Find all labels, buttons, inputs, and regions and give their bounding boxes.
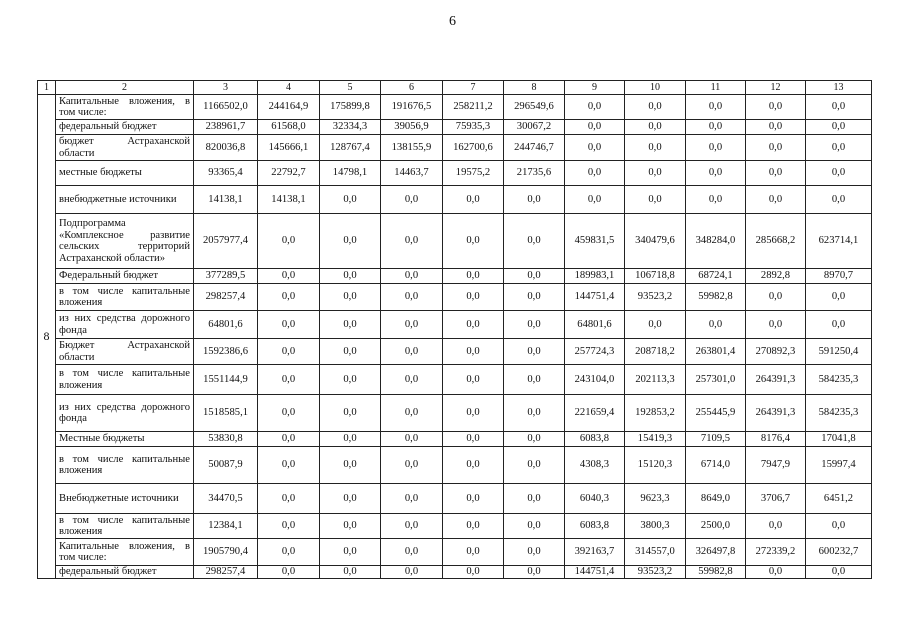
value-cell: 0,0 [320, 539, 381, 566]
value-cell: 0,0 [565, 95, 625, 120]
value-cell: 298257,4 [194, 566, 258, 579]
value-cell: 0,0 [443, 395, 504, 432]
value-cell: 50087,9 [194, 447, 258, 484]
value-cell: 263801,4 [686, 339, 746, 365]
value-cell: 189983,1 [565, 269, 625, 284]
value-cell: 93523,2 [625, 284, 686, 311]
value-cell: 64801,6 [565, 311, 625, 339]
value-cell: 0,0 [504, 514, 565, 539]
value-cell: 0,0 [443, 284, 504, 311]
value-cell: 0,0 [746, 284, 806, 311]
value-cell: 0,0 [746, 566, 806, 579]
value-cell: 14138,1 [194, 186, 258, 214]
value-cell: 6714,0 [686, 447, 746, 484]
value-cell: 0,0 [565, 186, 625, 214]
header-cell: 7 [443, 81, 504, 95]
value-cell: 0,0 [686, 186, 746, 214]
value-cell: 0,0 [686, 120, 746, 135]
value-cell: 3706,7 [746, 484, 806, 514]
value-cell: 0,0 [443, 432, 504, 447]
value-cell: 0,0 [504, 311, 565, 339]
header-cell: 4 [258, 81, 320, 95]
table-row [38, 484, 872, 514]
value-cell: 0,0 [504, 365, 565, 395]
value-cell: 4308,3 [565, 447, 625, 484]
row-label: в том числе капитальные вложения [56, 284, 194, 311]
header-cell: 12 [746, 81, 806, 95]
table-row [38, 539, 872, 566]
row-label: местные бюджеты [56, 161, 194, 186]
table-row [38, 339, 872, 365]
value-cell: 0,0 [381, 539, 443, 566]
header-cell: 5 [320, 81, 381, 95]
row-label: внебюджетные источники [56, 186, 194, 214]
value-cell: 8649,0 [686, 484, 746, 514]
table-row [38, 432, 872, 447]
value-cell: 0,0 [258, 432, 320, 447]
value-cell: 14463,7 [381, 161, 443, 186]
value-cell: 0,0 [381, 339, 443, 365]
value-cell: 0,0 [320, 395, 381, 432]
header-row [38, 81, 872, 95]
value-cell: 0,0 [320, 311, 381, 339]
value-cell: 0,0 [320, 214, 381, 269]
value-cell: 0,0 [381, 311, 443, 339]
value-cell: 202113,3 [625, 365, 686, 395]
value-cell: 0,0 [381, 514, 443, 539]
value-cell: 0,0 [746, 186, 806, 214]
value-cell: 93523,2 [625, 566, 686, 579]
value-cell: 12384,1 [194, 514, 258, 539]
table-row [38, 395, 872, 432]
value-cell: 144751,4 [565, 566, 625, 579]
value-cell: 0,0 [320, 514, 381, 539]
value-cell: 2892,8 [746, 269, 806, 284]
value-cell: 6083,8 [565, 432, 625, 447]
value-cell: 0,0 [806, 161, 872, 186]
header-cell: 3 [194, 81, 258, 95]
value-cell: 257724,3 [565, 339, 625, 365]
table-row [38, 311, 872, 339]
value-cell: 0,0 [443, 365, 504, 395]
value-cell: 820036,8 [194, 135, 258, 161]
value-cell: 244164,9 [258, 95, 320, 120]
value-cell: 600232,7 [806, 539, 872, 566]
value-cell: 0,0 [320, 566, 381, 579]
row-label: Внебюджетные источники [56, 484, 194, 514]
value-cell: 244746,7 [504, 135, 565, 161]
value-cell: 0,0 [443, 339, 504, 365]
value-cell: 348284,0 [686, 214, 746, 269]
value-cell: 61568,0 [258, 120, 320, 135]
value-cell: 7947,9 [746, 447, 806, 484]
page-number: 6 [449, 14, 456, 29]
value-cell: 0,0 [258, 365, 320, 395]
value-cell: 0,0 [381, 484, 443, 514]
row-label: в том числе капитальные вложения [56, 514, 194, 539]
value-cell: 0,0 [746, 95, 806, 120]
value-cell: 15419,3 [625, 432, 686, 447]
value-cell: 0,0 [258, 539, 320, 566]
value-cell: 0,0 [806, 186, 872, 214]
value-cell: 30067,2 [504, 120, 565, 135]
value-cell: 0,0 [320, 186, 381, 214]
row-label: из них средства дорожного фонда [56, 395, 194, 432]
table-row [38, 120, 872, 135]
value-cell: 0,0 [381, 566, 443, 579]
value-cell: 0,0 [381, 365, 443, 395]
value-cell: 0,0 [504, 566, 565, 579]
value-cell: 0,0 [443, 447, 504, 484]
value-cell: 0,0 [381, 432, 443, 447]
table-row [38, 186, 872, 214]
value-cell: 584235,3 [806, 365, 872, 395]
value-cell: 0,0 [686, 311, 746, 339]
value-cell: 0,0 [320, 284, 381, 311]
value-cell: 0,0 [443, 311, 504, 339]
value-cell: 0,0 [806, 514, 872, 539]
value-cell: 0,0 [320, 484, 381, 514]
value-cell: 0,0 [381, 395, 443, 432]
budget-table [37, 80, 872, 579]
row-label: бюджет Астраханской области [56, 135, 194, 161]
table-row [38, 447, 872, 484]
value-cell: 584235,3 [806, 395, 872, 432]
value-cell: 0,0 [258, 214, 320, 269]
table-row [38, 95, 872, 120]
value-cell: 0,0 [381, 284, 443, 311]
value-cell: 459831,5 [565, 214, 625, 269]
value-cell: 6083,8 [565, 514, 625, 539]
value-cell: 144751,4 [565, 284, 625, 311]
value-cell: 0,0 [746, 311, 806, 339]
value-cell: 1518585,1 [194, 395, 258, 432]
value-cell: 2500,0 [686, 514, 746, 539]
value-cell: 15120,3 [625, 447, 686, 484]
value-cell: 0,0 [625, 95, 686, 120]
value-cell: 298257,4 [194, 284, 258, 311]
value-cell: 1592386,6 [194, 339, 258, 365]
row-label: Местные бюджеты [56, 432, 194, 447]
value-cell: 257301,0 [686, 365, 746, 395]
header-cell: 10 [625, 81, 686, 95]
table-row [38, 365, 872, 395]
value-cell: 14138,1 [258, 186, 320, 214]
value-cell: 17041,8 [806, 432, 872, 447]
value-cell: 0,0 [443, 484, 504, 514]
value-cell: 0,0 [258, 284, 320, 311]
header-cell: 6 [381, 81, 443, 95]
value-cell: 0,0 [686, 161, 746, 186]
value-cell: 0,0 [806, 95, 872, 120]
value-cell: 255445,9 [686, 395, 746, 432]
value-cell: 106718,8 [625, 269, 686, 284]
value-cell: 59982,8 [686, 284, 746, 311]
row-label: Капитальные вложения, в том числе: [56, 539, 194, 566]
value-cell: 0,0 [806, 135, 872, 161]
value-cell: 0,0 [565, 120, 625, 135]
value-cell: 1551144,9 [194, 365, 258, 395]
value-cell: 7109,5 [686, 432, 746, 447]
table-row [38, 514, 872, 539]
row-label: Федеральный бюджет [56, 269, 194, 284]
value-cell: 0,0 [746, 514, 806, 539]
value-cell: 258211,2 [443, 95, 504, 120]
value-cell: 32334,3 [320, 120, 381, 135]
value-cell: 0,0 [504, 214, 565, 269]
value-cell: 208718,2 [625, 339, 686, 365]
value-cell: 243104,0 [565, 365, 625, 395]
value-cell: 0,0 [504, 284, 565, 311]
value-cell: 6451,2 [806, 484, 872, 514]
value-cell: 264391,3 [746, 395, 806, 432]
value-cell: 0,0 [258, 514, 320, 539]
value-cell: 34470,5 [194, 484, 258, 514]
value-cell: 0,0 [504, 339, 565, 365]
value-cell: 53830,8 [194, 432, 258, 447]
table-row [38, 161, 872, 186]
value-cell: 39056,9 [381, 120, 443, 135]
value-cell: 0,0 [686, 135, 746, 161]
value-cell: 0,0 [504, 447, 565, 484]
header-cell: 1 [38, 81, 56, 95]
value-cell: 15997,4 [806, 447, 872, 484]
header-cell: 8 [504, 81, 565, 95]
table-row [38, 214, 872, 269]
value-cell: 9623,3 [625, 484, 686, 514]
value-cell: 192853,2 [625, 395, 686, 432]
row-label: Бюджет Астраханской области [56, 339, 194, 365]
row-label: в том числе капитальные вложения [56, 365, 194, 395]
value-cell: 0,0 [625, 161, 686, 186]
value-cell: 0,0 [320, 432, 381, 447]
value-cell: 0,0 [504, 269, 565, 284]
value-cell: 296549,6 [504, 95, 565, 120]
value-cell: 0,0 [258, 311, 320, 339]
table-row [38, 284, 872, 311]
header-cell: 13 [806, 81, 872, 95]
value-cell: 19575,2 [443, 161, 504, 186]
value-cell: 0,0 [746, 120, 806, 135]
value-cell: 238961,7 [194, 120, 258, 135]
value-cell: 0,0 [258, 566, 320, 579]
value-cell: 0,0 [443, 186, 504, 214]
value-cell: 0,0 [443, 514, 504, 539]
value-cell: 0,0 [504, 539, 565, 566]
row-label: федеральный бюджет [56, 566, 194, 579]
value-cell: 0,0 [320, 365, 381, 395]
row-group-index: 8 [38, 95, 56, 579]
value-cell: 0,0 [381, 447, 443, 484]
value-cell: 591250,4 [806, 339, 872, 365]
table-row [38, 566, 872, 579]
value-cell: 162700,6 [443, 135, 504, 161]
value-cell: 0,0 [258, 269, 320, 284]
value-cell: 6040,3 [565, 484, 625, 514]
value-cell: 64801,6 [194, 311, 258, 339]
value-cell: 0,0 [686, 95, 746, 120]
value-cell: 0,0 [806, 311, 872, 339]
value-cell: 3800,3 [625, 514, 686, 539]
value-cell: 0,0 [504, 186, 565, 214]
value-cell: 377289,5 [194, 269, 258, 284]
header-cell: 2 [56, 81, 194, 95]
value-cell: 0,0 [565, 161, 625, 186]
table-row [38, 269, 872, 284]
value-cell: 0,0 [625, 120, 686, 135]
value-cell: 0,0 [320, 269, 381, 284]
value-cell: 0,0 [806, 120, 872, 135]
value-cell: 59982,8 [686, 566, 746, 579]
value-cell: 0,0 [443, 539, 504, 566]
header-cell: 9 [565, 81, 625, 95]
value-cell: 221659,4 [565, 395, 625, 432]
value-cell: 0,0 [443, 566, 504, 579]
value-cell: 175899,8 [320, 95, 381, 120]
value-cell: 623714,1 [806, 214, 872, 269]
value-cell: 138155,9 [381, 135, 443, 161]
value-cell: 0,0 [746, 135, 806, 161]
value-cell: 270892,3 [746, 339, 806, 365]
value-cell: 128767,4 [320, 135, 381, 161]
value-cell: 0,0 [625, 135, 686, 161]
value-cell: 68724,1 [686, 269, 746, 284]
value-cell: 75935,3 [443, 120, 504, 135]
value-cell: 285668,2 [746, 214, 806, 269]
value-cell: 0,0 [504, 395, 565, 432]
value-cell: 0,0 [504, 432, 565, 447]
value-cell: 314557,0 [625, 539, 686, 566]
value-cell: 93365,4 [194, 161, 258, 186]
table-row [38, 135, 872, 161]
value-cell: 191676,5 [381, 95, 443, 120]
value-cell: 0,0 [443, 214, 504, 269]
row-label: из них средства дорожного фонда [56, 311, 194, 339]
value-cell: 22792,7 [258, 161, 320, 186]
value-cell: 8970,7 [806, 269, 872, 284]
value-cell: 0,0 [320, 447, 381, 484]
value-cell: 0,0 [443, 269, 504, 284]
value-cell: 392163,7 [565, 539, 625, 566]
value-cell: 0,0 [806, 566, 872, 579]
value-cell: 0,0 [625, 311, 686, 339]
value-cell: 0,0 [504, 484, 565, 514]
header-cell: 11 [686, 81, 746, 95]
value-cell: 0,0 [381, 269, 443, 284]
value-cell: 0,0 [565, 135, 625, 161]
value-cell: 0,0 [258, 395, 320, 432]
row-label: Подпрограмма «Комплексное развитие сельских территорий Астраханской области» [56, 214, 194, 269]
value-cell: 272339,2 [746, 539, 806, 566]
value-cell: 14798,1 [320, 161, 381, 186]
row-label: Капитальные вложения, в том числе: [56, 95, 194, 120]
value-cell: 2057977,4 [194, 214, 258, 269]
value-cell: 0,0 [381, 214, 443, 269]
value-cell: 8176,4 [746, 432, 806, 447]
value-cell: 326497,8 [686, 539, 746, 566]
value-cell: 0,0 [381, 186, 443, 214]
value-cell: 0,0 [258, 447, 320, 484]
row-label: федеральный бюджет [56, 120, 194, 135]
value-cell: 340479,6 [625, 214, 686, 269]
value-cell: 1166502,0 [194, 95, 258, 120]
value-cell: 0,0 [258, 339, 320, 365]
row-label: в том числе капитальные вложения [56, 447, 194, 484]
value-cell: 1905790,4 [194, 539, 258, 566]
value-cell: 264391,3 [746, 365, 806, 395]
value-cell: 0,0 [806, 284, 872, 311]
value-cell: 0,0 [320, 339, 381, 365]
value-cell: 0,0 [258, 484, 320, 514]
value-cell: 0,0 [625, 186, 686, 214]
value-cell: 145666,1 [258, 135, 320, 161]
value-cell: 0,0 [746, 161, 806, 186]
value-cell: 21735,6 [504, 161, 565, 186]
